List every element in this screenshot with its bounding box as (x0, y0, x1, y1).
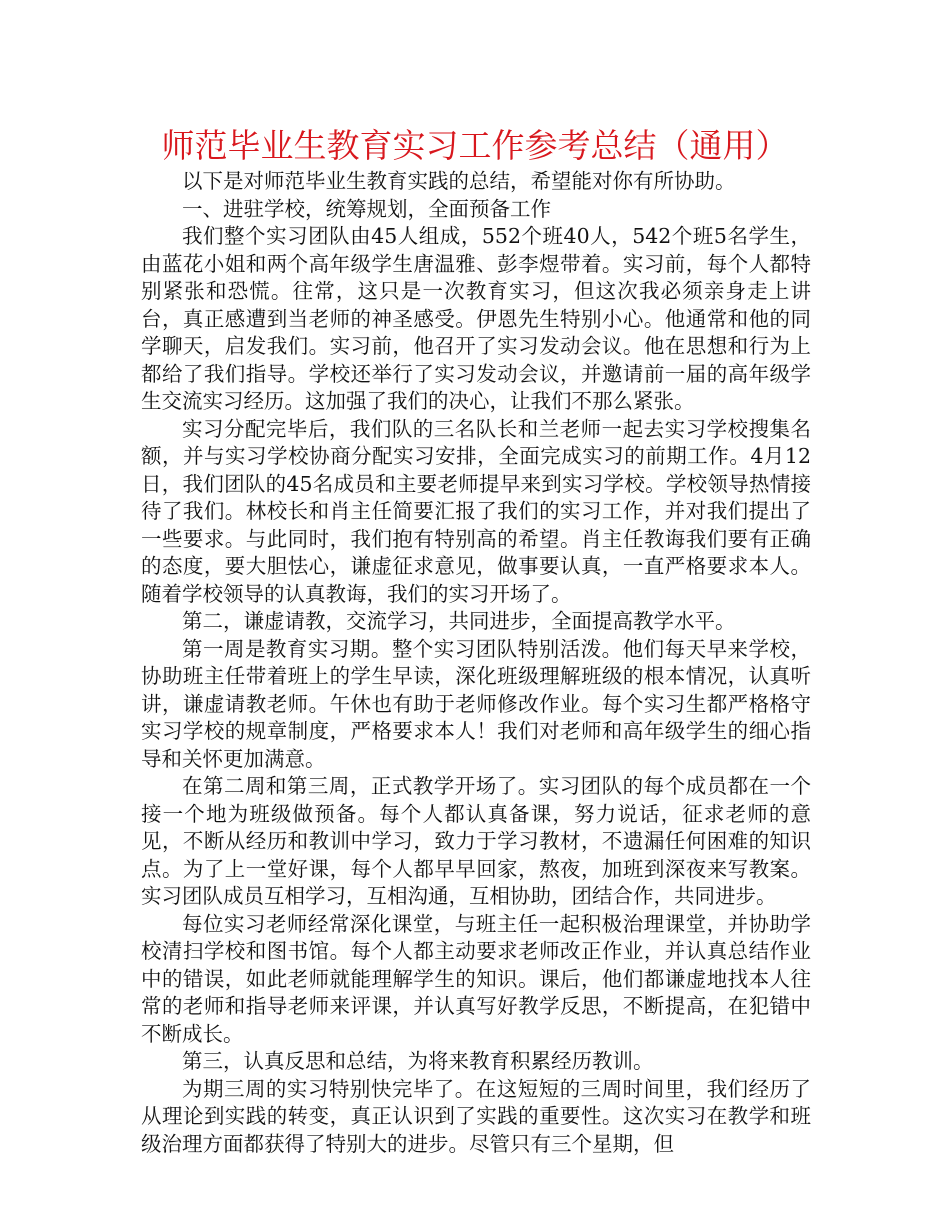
paragraph: 实习分配完毕后，我们队的三名队长和兰老师一起去实习学校搜集名额，并与实习学校协商分配实习安排，全面完成实习的前期工作。4月12日，我们团队的45名成员和主要老师提早来到实习学校。学校领导热情接待了我们。林校长和肖主任简要汇报了我们的实习工作，并对我们提出了一些要求。与此同时，我们抱有特别高的希望。肖主任教诲我们要有正确的态度，要大胆怯心，谦虚征求意见，做事要认真，一直严格要求本人。随着学校领导的认真教诲，我们的实习开场了。 (141, 416, 811, 606)
section-heading-1: 一、进驻学校，统筹规划，全面预备工作 (182, 196, 551, 221)
paragraph: 每位实习老师经常深化课堂，与班主任一起积极治理课堂，并协助学校清扫学校和图书馆。每个人都主动要求老师改正作业，并认真总结作业中的错误，如此老师就能理解学生的知识。课后，他们都谦虚地找本人往常的老师和指导老师来评课，并认真写好教学反思，不断提高，在犯错中不断成长。 (141, 911, 811, 1046)
section-heading-2: 第二，谦虚请教，交流学习，共同进步，全面提高教学水平。 (182, 609, 736, 633)
section-heading-3: 第三，认真反思和总结，为将来教育积累经历教训。 (182, 1049, 654, 1073)
paragraph: 为期三周的实习特别快完毕了。在这短短的三周时间里，我们经历了从理论到实践的转变，真正认识到了实践的重要性。这次实习在教学和班级治理方面都获得了特别大的进步。尽管只有三个星期，但 (141, 1076, 811, 1156)
paragraph: 我们整个实习团队由45人组成，552个班40人，542个班5名学生，由蓝花小姐和两个高年级学生唐温雅、彭李煜带着。实习前，每个人都特别紧张和恐慌。往常，这只是一次教育实习，但这次我必须亲身走上讲台，真正感遭到当老师的神圣感受。伊恩先生特别小心。他通常和他的同学聊天，启发我们。实习前，他召开了实习发动会议。他在思想和行为上都给了我们指导。学校还举行了实习发动会议，并邀请前一届的高年级学生交流实习经历。这加强了我们的决心，让我们不那么紧张。 (141, 224, 811, 413)
document-body (141, 168, 811, 1158)
document-title: 师范毕业生教育实习工作参考总结（通用） (161, 126, 789, 165)
paragraph-intro: 以下是对师范毕业生教育实践的总结，希望能对你有所协助。 (182, 169, 736, 193)
paragraph: 第一周是教育实习期。整个实习团队特别活泼。他们每天早来学校，协助班主任带着班上的学生早读，深化班级理解班级的根本情况，认真听讲，谦虚请教老师。午休也有助于老师修改作业。每个实习生都严格格守实习学校的规章制度，严格要求本人！我们对老师和高年级学生的细心指导和关怀更加满意。 (141, 636, 811, 771)
paragraph: 在第二周和第三周，正式教学开场了。实习团队的每个成员都在一个接一个地为班级做预备。每个人都认真备课，努力说话，征求老师的意见，不断从经历和教训中学习，致力于学习教材，不遗漏任何困难的知识点。为了上一堂好课，每个人都早早回家，熬夜，加班到深夜来写教案。实习团队成员互相学习，互相沟通，互相协助，团结合作，共同进步。 (141, 774, 811, 908)
